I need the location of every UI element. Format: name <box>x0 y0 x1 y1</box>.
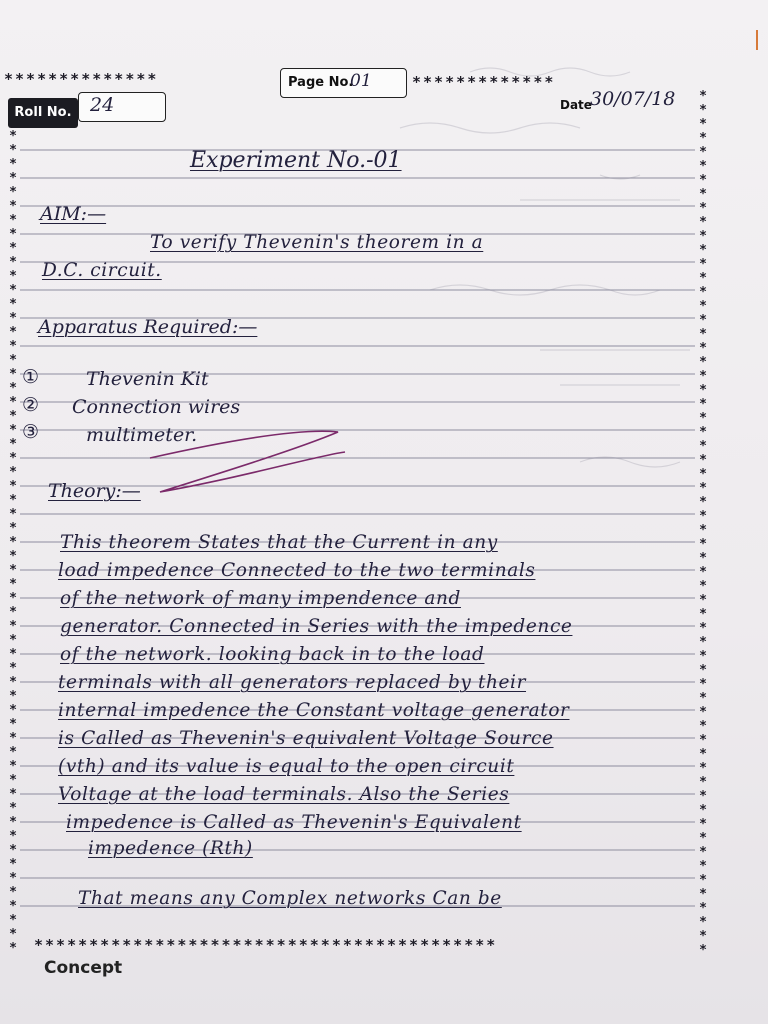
theory-line: of the network. looking back in to the load <box>60 644 485 665</box>
theory-line: (vth) and its value is equal to the open circuit <box>58 756 515 777</box>
roll-number-value: 24 <box>90 94 115 116</box>
page-edge-mark <box>746 30 758 50</box>
page-number-value: 01 <box>350 71 372 91</box>
apparatus-item: Connection wires <box>72 396 241 418</box>
theory-line: internal impedence the Constant voltage generator <box>58 700 570 721</box>
theory-line: is Called as Thevenin's equivalent Voltage Source <box>58 728 554 749</box>
theory-line: This theorem States that the Current in any <box>60 532 498 553</box>
experiment-title: Experiment No.-01 <box>190 148 402 173</box>
aim-heading: AIM:— <box>40 203 107 225</box>
star-border-bottom: ****************************************** <box>34 936 498 954</box>
roll-number-label: Roll No. <box>8 98 78 128</box>
star-border-top-right: ************* <box>412 73 556 91</box>
theory-line: impedence (Rth) <box>88 838 253 859</box>
aim-text-line: D.C. circuit. <box>42 260 162 281</box>
apparatus-item: Thevenin Kit <box>86 368 209 390</box>
theory-line: Voltage at the load terminals. Also the Series <box>58 784 510 805</box>
theory-line: of the network of many impendence and <box>60 588 461 609</box>
apparatus-item-number: ③ <box>22 421 40 443</box>
page-number-label: Page No. <box>288 75 354 90</box>
star-border-left: * * * * * * * * * * * * * * * * * * * * * * * * * * * * * * * * * * * * * * * * * * * * * * * * * * * * * * * * * * * <box>9 129 17 956</box>
theory-continuation-line: That means any Complex networks Can be <box>78 888 502 909</box>
star-border-top-left: ************** <box>4 70 159 88</box>
theory-line: generator. Connected in Series with the impedence <box>60 616 573 637</box>
star-border-right: * * * * * * * * * * * * * * * * * * * * * * * * * * * * * * * * * * * * * * * * * * * * * * * * * * * * * * * * * * * * * * <box>699 89 707 958</box>
aim-text-line: To verify Thevenin's theorem in a <box>150 232 484 253</box>
theory-line: impedence is Called as Thevenin's Equivalent <box>66 812 522 833</box>
theory-heading: Theory:— <box>48 480 141 502</box>
apparatus-item-number: ① <box>22 366 40 388</box>
theory-line: load impedence Connected to the two terminals <box>58 560 536 581</box>
date-value: 30/07/18 <box>590 88 676 110</box>
date-label: Date <box>560 98 592 112</box>
apparatus-item: multimeter. <box>86 424 198 446</box>
apparatus-heading: Apparatus Required:— <box>38 316 258 338</box>
apparatus-item-number: ② <box>22 394 40 416</box>
brand-footer: Concept <box>44 958 123 978</box>
theory-line: terminals with all generators replaced by their <box>58 672 527 693</box>
